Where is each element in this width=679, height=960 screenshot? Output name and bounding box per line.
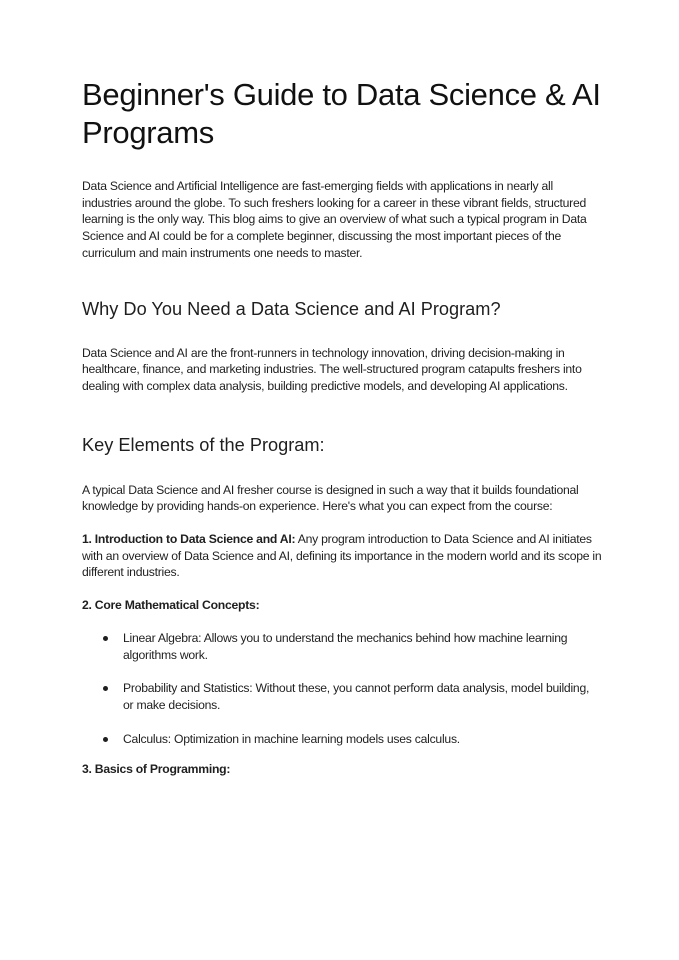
key-elements-paragraph: A typical Data Science and AI fresher course is designed in such a way that it builds foundational knowledge by providing hands-on experience. Here's what you can expect from the course: <box>82 482 579 514</box>
list-item-text: Linear Algebra: Allows you to understand the mechanics behind how machine learning algorithms work. <box>123 630 568 662</box>
intro-section-text: Any program introduction to Data Science and AI initiates with an overview of Data Science and AI, defining its importance in the modern world and its scope in different industries. <box>82 532 602 580</box>
document-content <box>82 76 602 778</box>
list-item <box>82 630 602 663</box>
why-heading: Why Do You Need a Data Science and AI Program? <box>82 298 501 319</box>
intro-section-label: 1. Introduction to Data Science and AI: <box>82 532 296 547</box>
intro-paragraph: Data Science and Artificial Intelligence are fast-emerging fields with applications in nearly all industries around the globe. To such freshers looking for a career in these vibrant fields, structured learning is the only way. This blog aims to give an overview of what such a typical program in Data Science and AI could be for a complete beginner, discussing the most important pieces of the curriculum and main instruments one needs to master. <box>82 179 587 260</box>
intro-section-item <box>82 531 602 581</box>
list-item <box>82 680 602 713</box>
bullet-icon <box>103 686 108 691</box>
page-title: Beginner's Guide to Data Science & AI Programs <box>82 77 601 150</box>
why-paragraph: Data Science and AI are the front-runners in technology innovation, driving decision-making in healthcare, finance, and marketing industries. The well-structured program catapults freshers into dealing with complex data analysis, building predictive models, and developing AI applications. <box>82 345 582 393</box>
math-concepts-list <box>82 630 602 748</box>
list-item-text: Calculus: Optimization in machine learning models uses calculus. <box>123 731 460 746</box>
math-concepts-heading: 2. Core Mathematical Concepts: <box>82 598 260 613</box>
bullet-icon <box>103 737 108 742</box>
list-item-text: Probability and Statistics: Without these, you cannot perform data analysis, model building, or make decisions. <box>123 681 590 712</box>
bullet-icon <box>103 636 108 641</box>
programming-heading: 3. Basics of Programming: <box>82 762 231 777</box>
list-item <box>82 731 602 748</box>
key-elements-heading: Key Elements of the Program: <box>82 434 325 455</box>
